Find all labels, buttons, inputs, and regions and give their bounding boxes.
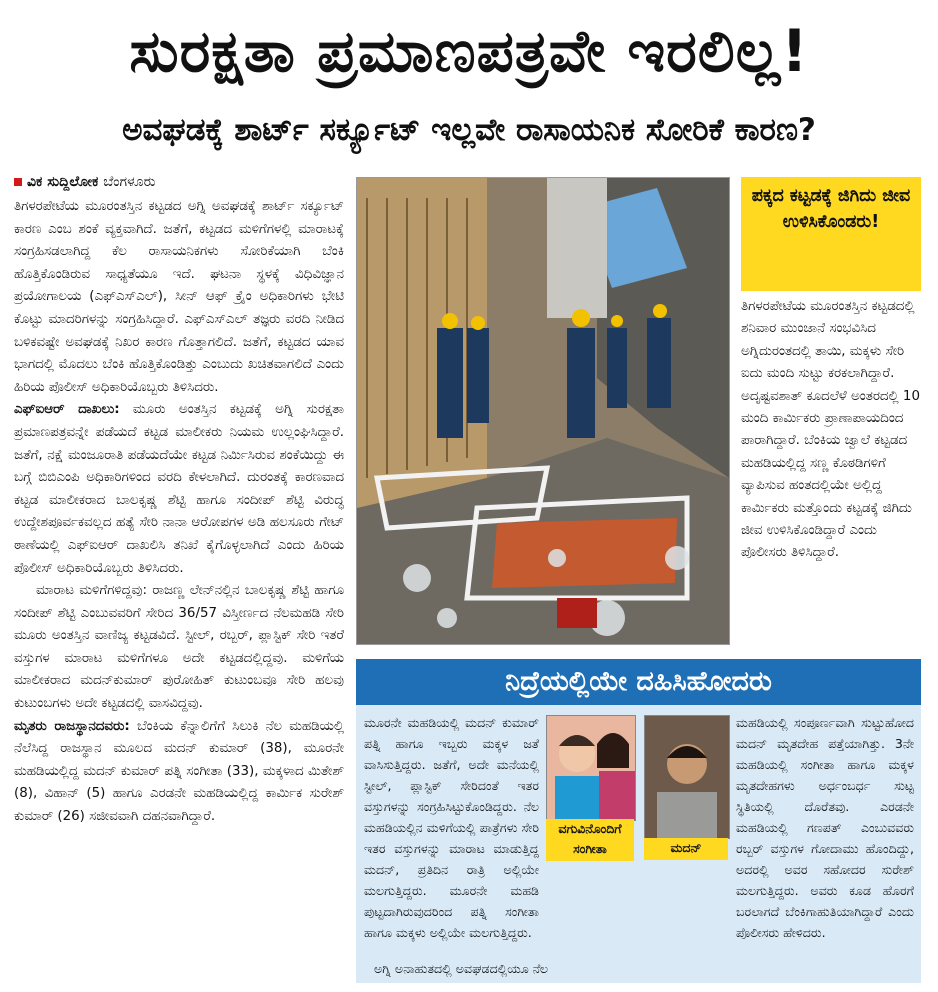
victims-lead: ಮೃತರು ರಾಜಸ್ಥಾನದವರು: bbox=[14, 718, 130, 734]
subheadline: ಅವಘಡಕ್ಕೆ ಶಾರ್ಟ್ ಸರ್ಕ್ಯೂಟ್ ಇಲ್ಲವೇ ರಾಸಾಯನಿಕ ಸೋರಿಕೆ ಕಾರಣ? bbox=[122, 112, 816, 148]
byline-place: ಬೆಂಗಳೂರು bbox=[103, 174, 156, 190]
story2-title: ನಿದ್ರೆಯಲ್ಲಿಯೇ ದಹಿಸಿಹೋದರು bbox=[356, 659, 921, 705]
main-story-paragraph-4: ಬೆಂಕಿಯ ಕೆನ್ನಾಲಿಗೆಗೆ ಸಿಲುಕಿ ನೆಲ ಮಹಡಿಯಲ್ಲಿ ನೆಲೆಸಿದ್ದ ರಾಜಸ್ಥಾನ ಮೂಲದ ಮದನ್ ಕುಮಾರ್ (38), ಮೂರನೇ ಮಹಡಿಯಲ್ಲಿದ್ದ ಮದನ್ ಕುಮಾರ್ ಪತ್ನಿ ಸಂಗೀತಾ (33), ಮಕ್ಕಳಾದ ಮಿತೇಶ್ (8), ವಿಹಾನ್ (5) ಹಾಗೂ ಎರಡನೇ ಮಹಡಿಯಲ್ಲಿದ್ದ ಕಾರ್ಮಿಕ ಸುರೇಶ್ ಕುಮಾರ್ (26) ಸಜೀವವಾಗಿ ದಹನವಾಗಿದ್ದಾರೆ. bbox=[14, 718, 344, 825]
fir-lead: ಎಫ್‌ಐಆರ್ ದಾಖಲು: bbox=[14, 402, 120, 418]
fire-scene-photo bbox=[356, 177, 730, 645]
sangeetha-caption: ವಗುವಿನೊಂದಿಗೆ ಸಂಗೀತಾ bbox=[546, 819, 634, 861]
sangeetha-photo bbox=[546, 715, 636, 821]
byline-source: ವಿಕ ಸುದ್ದಿಲೋಕ bbox=[27, 174, 99, 190]
byline bbox=[14, 174, 155, 190]
main-story-column bbox=[14, 196, 344, 986]
headline: ಸುರಕ್ಷತಾ ಪ್ರಮಾಣಪತ್ರವೇ ಇರಲಿಲ್ಲ! bbox=[129, 17, 809, 85]
madan-photo bbox=[644, 715, 730, 839]
story2-right-text: ಮಹಡಿಯಲ್ಲಿ ಸಂಪೂರ್ಣವಾಗಿ ಸುಟ್ಟುಹೋದ ಮದನ್ ಮೃತದೇಹ ಪತ್ತೆಯಾಗಿತ್ತು. 3ನೇ ಮಹಡಿಯಲ್ಲಿ ಸಂಗೀತಾ ಹಾಗೂ ಮಕ್ಕಳ ಮೃತದೇಹಗಳು ಅರ್ಧಂಬರ್ಧ ಸುಟ್ಟ ಸ್ಥಿತಿಯಲ್ಲಿ ದೊರೆತವು. ಎರಡನೇ ಮಹಡಿಯಲ್ಲಿ ಗಣಪತ್ ಎಂಬುವವರು ರಬ್ಬರ್ ವಸ್ತುಗಳ ಗೋದಾಮು ಹೊಂದಿದ್ದು, ಅದರಲ್ಲಿ ಅವರ ಸಹೋದರ ಸುರೇಶ್ ಮಲಗುತ್ತಿದ್ದರು. ಅವರು ಕೂಡ ಹೊರಗೆ ಬರಲಾಗದೆ ಬೆಂಕಿಗಾಹುತಿಯಾಗಿದ್ದಾರೆ ಎಂದು ಪೊಲೀಸರು ಹೇಳಿದರು. bbox=[736, 715, 914, 940]
sidebar-title: ಪಕ್ಕದ ಕಟ್ಟಡಕ್ಕೆ ಜಿಗಿದು ಜೀವ ಉಳಿಸಿಕೊಂಡರು! bbox=[741, 177, 921, 291]
sidebar-body: ತಿಗಳರಪೇಟೆಯ ಮೂರಂತಸ್ತಿನ ಕಟ್ಟಡದಲ್ಲಿ ಶನಿವಾರ ಮುಂಜಾನೆ ಸಂಭವಿಸಿದ ಅಗ್ನಿದುರಂತದಲ್ಲಿ ತಾಯಿ, ಮಕ್ಕಳು ಸೇರಿ ಐದು ಮಂದಿ ಸುಟ್ಟು ಕರಕಲಾಗಿದ್ದಾರೆ. ಅದೃಷ್ಟವಶಾತ್ ಕೂದಲೆಳೆ ಅಂತರದಲ್ಲಿ 10 ಮಂದಿ ಕಾರ್ಮಿಕರು ಪ್ರಾಣಾಪಾಯದಿಂದ ಪಾರಾಗಿದ್ದಾರೆ. ಬೆಂಕಿಯ ಜ್ವಾಲೆ ಕಟ್ಟಡದ ಮಹಡಿಯಲ್ಲಿದ್ದ ಸಣ್ಣ ಕೊಠಡಿಗಳಿಗೆ ವ್ಯಾಪಿಸುವ ಹಂತದಲ್ಲಿಯೇ ಅಲ್ಲಿದ್ದ ಕಾರ್ಮಿಕರು ಮತ್ತೊಂದು ಕಟ್ಟಡಕ್ಕೆ ಜಿಗಿದು ಜೀವ ಉಳಿಸಿಕೊಂಡಿದ್ದಾರೆ ಎಂದು ಪೊಲೀಸರು ತಿಳಿಸಿದ್ದಾರೆ. bbox=[741, 299, 920, 561]
madan-caption: ಮದನ್ bbox=[644, 838, 728, 860]
bullet-square-icon bbox=[14, 178, 22, 186]
story2-left-last-line: ಅಗ್ನಿ ಅನಾಹುತದಲ್ಲಿ ಅವಘಡದಲ್ಲಿಯೂ ನೆಲ bbox=[374, 961, 549, 976]
main-story-paragraph-3: ಮಾರಾಟ ಮಳಿಗೆಗಳಿದ್ದವು: ರಾಜಣ್ಣ ಲೇನ್‌ನಲ್ಲಿನ ಬಾಲಕೃಷ್ಣ ಶೆಟ್ಟಿ ಹಾಗೂ ಸಂದೀಪ್ ಶೆಟ್ಟಿ ಎಂಬುವವರಿಗೆ ಸೇರಿದ 36/57 ವಿಸ್ತೀರ್ಣದ ನೆಲಮಹಡಿ ಸೇರಿ ಮೂರು ಅಂತಸ್ತಿನ ವಾಣಿಜ್ಯ ಕಟ್ಟಡವಿದೆ. ಸ್ಟೀಲ್, ರಬ್ಬರ್, ಪ್ಲಾಸ್ಟಿಕ್ ಸೇರಿ ಇತರೆ ವಸ್ತುಗಳ ಮಾರಾಟ ಮಳಿಗೆಗಳೂ ಅದೇ ಕಟ್ಟಡದಲ್ಲಿದ್ದವು. ಮಳಿಗೆಯ ಮಾಲೀಕರಾದ ಮದನ್‌ಕುಮಾರ್ ಪುರೋಹಿತ್ ಕುಟುಂಬವೂ ಸೇರಿ ಹಲವು ಕುಟುಂಬಗಳು ಅದೇ ಕಟ್ಟಡದಲ್ಲಿ ವಾಸವಿದ್ದವು. bbox=[14, 583, 344, 712]
main-story-paragraph-2: ಮೂರು ಅಂತಸ್ತಿನ ಕಟ್ಟಡಕ್ಕೆ ಅಗ್ನಿ ಸುರಕ್ಷತಾ ಪ್ರಮಾಣಪತ್ರವನ್ನೇ ಪಡೆಯದೆ ಕಟ್ಟಡ ಮಾಲೀಕರು ನಿಯಮ ಉಲ್ಲಂಘಿಸಿದ್ದಾರೆ. ಜತೆಗೆ, ನಕ್ಷೆ ಮಂಜೂರಾತಿ ಪಡೆಯದೆಯೇ ಕಟ್ಟಡ ನಿರ್ಮಿಸಿರುವ ಶಂಕೆಯಿದ್ದು ಈ ಬಗ್ಗೆ ಬಿಬಿಎಂಪಿ ಅಧಿಕಾರಿಗಳಿಂದ ವರದಿ ಕೇಳಲಾಗಿದೆ. ದುರಂತಕ್ಕೆ ಕಾರಣವಾದ ಕಟ್ಟಡ ಮಾಲೀಕರಾದ ಬಾಲಕೃಷ್ಣ ಶೆಟ್ಟಿ ಹಾಗೂ ಸಂದೀಪ್ ಶೆಟ್ಟಿ ವಿರುದ್ಧ ಉದ್ದೇಶಪೂರ್ವಕವಲ್ಲದ ಹತ್ಯೆ ಸೇರಿ ನಾನಾ ಆರೋಪಗಳ ಅಡಿ ಹಲಸೂರು ಗೇಟ್ ಠಾಣೆಯಲ್ಲಿ ಎಫ್‌ಐಆರ್ ದಾಖಲಿಸಿ ತನಿಖೆ ಕೈಗೊಳ್ಳಲಾಗಿದೆ ಎಂದು ಹಿರಿಯ ಪೊಲೀಸ್ ಅಧಿಕಾರಿಯೊಬ್ಬರು ತಿಳಿಸಿದರು. bbox=[14, 402, 344, 576]
story2-left-text: ಮೂರನೇ ಮಹಡಿಯಲ್ಲಿ ಮದನ್ ಕುಮಾರ್ ಪತ್ನಿ ಹಾಗೂ ಇಬ್ಬರು ಮಕ್ಕಳ ಜತೆ ವಾಸಿಸುತ್ತಿದ್ದರು. ಜತೆಗೆ, ಅದೇ ಮನೆಯಲ್ಲಿ ಸ್ಟೀಲ್, ಪ್ಲಾಸ್ಟಿಕ್ ಸೇರಿದಂತೆ ಇತರ ವಸ್ತುಗಳನ್ನು ಸಂಗ್ರಹಿಸಿಟ್ಟುಕೊಂಡಿದ್ದರು. ನೆಲ ಮಹಡಿಯಲ್ಲಿನ ಮಳಿಗೆಯಲ್ಲಿ ಪಾತ್ರೆಗಳು ಸೇರಿ ಇತರ ವಸ್ತುಗಳನ್ನು ಮಾರಾಟ ಮಾಡುತ್ತಿದ್ದ ಮದನ್, ಪ್ರತಿದಿನ ರಾತ್ರಿ ಅಲ್ಲಿಯೇ ಮಲಗುತ್ತಿದ್ದರು. ಮೂರನೇ ಮಹಡಿ ಪುಟ್ಟದಾಗಿರುವುದರಿಂದ ಪತ್ನಿ ಸಂಗೀತಾ ಹಾಗೂ ಮಕ್ಕಳು ಅಲ್ಲಿಯೇ ಮಲಗುತ್ತಿದ್ದರು. bbox=[364, 715, 539, 940]
main-story-paragraph-1: ತಿಗಳರಪೇಟೆಯ ಮೂರಂತಸ್ತಿನ ಕಟ್ಟಡದ ಅಗ್ನಿ ಅವಘಡಕ್ಕೆ ಶಾರ್ಟ್ ಸರ್ಕ್ಯೂಟ್ ಕಾರಣ ಎಂಬ ಶಂಕೆ ವ್ಯಕ್ತವಾಗಿದೆ. ಜತೆಗೆ, ಕಟ್ಟಡದ ಮಳಿಗೆಗಳಲ್ಲಿ ಮಾರಾಟಕ್ಕೆ ಸಂಗ್ರಹಿಸಡಲಾಗಿದ್ದ ಕೆಲ ರಾಸಾಯನಿಕಗಳು ಸೋರಿಕೆಯಾಗಿ ಬೆಂಕಿ ಹೊತ್ತಿಕೊಂಡಿರುವ ಸಾಧ್ಯತೆಯೂ ಇದೆ. ಘಟನಾ ಸ್ಥಳಕ್ಕೆ ವಿಧಿವಿಜ್ಞಾನ ಪ್ರಯೋಗಾಲಯ (ಎಫ್‌ಎಸ್‌ಎಲ್), ಸೀನ್ ಆಫ್ ಕ್ರೈಂ ಅಧಿಕಾರಿಗಳು ಭೇಟಿ ಕೊಟ್ಟು ಮಾದರಿಗಳನ್ನು ಸಂಗ್ರಹಿಸಿದ್ದಾರೆ. ಎಫ್‌ಎಸ್‌ಎಲ್ ತಜ್ಞರು ವರದಿ ನೀಡಿದ ಬಳಿಕವಷ್ಟೇ ಅವಘಡಕ್ಕೆ ನಿಖರ ಕಾರಣ ಗೊತ್ತಾಗಲಿದೆ. ಜತೆಗೆ, ಕಟ್ಟಡದ ಯಾವ ಭಾಗದಲ್ಲಿ ಮೊದಲು ಬೆಂಕಿ ಹೊತ್ತಿಕೊಂಡಿತ್ತು ಎಂಬುದು ಖಚಿತವಾಗಲಿದೆ ಎಂದು ಹಿರಿಯ ಪೊಲೀಸ್ ಅಧಿಕಾರಿಯೊಬ್ಬರು ತಿಳಿಸಿದರು. bbox=[14, 199, 344, 395]
